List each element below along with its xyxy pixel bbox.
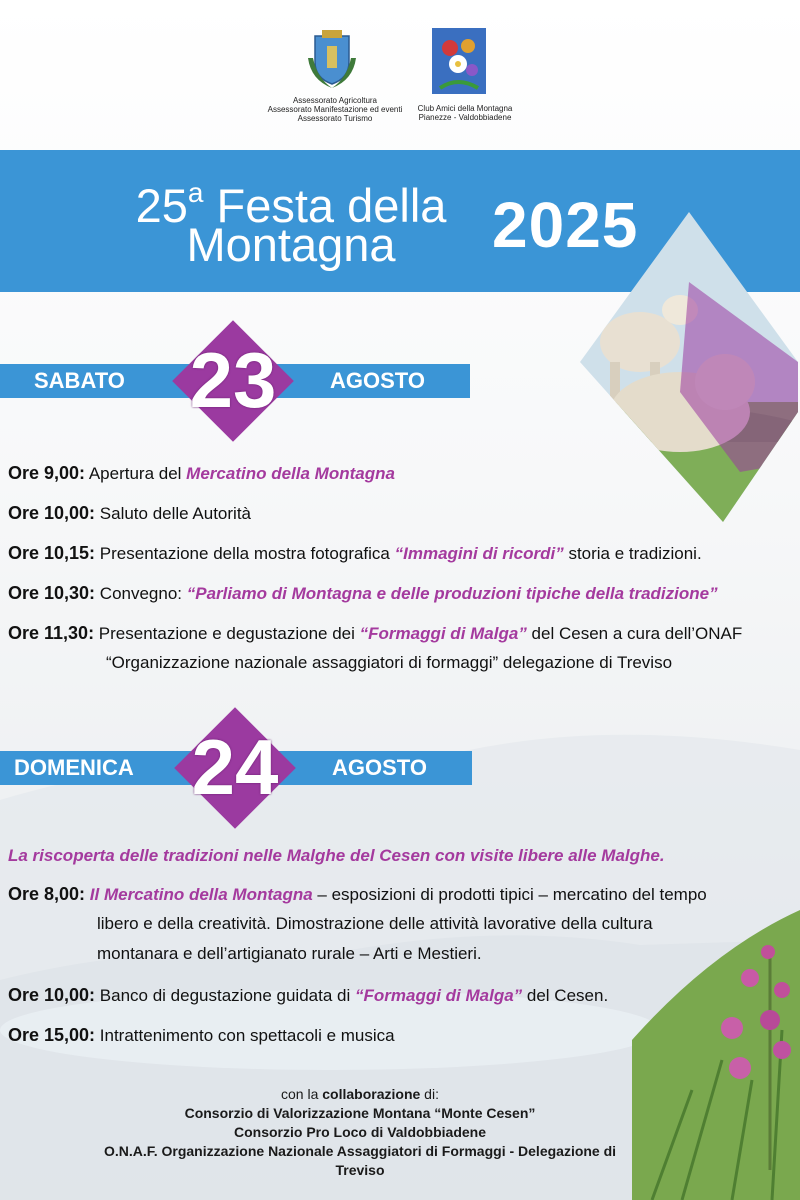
sun-event-2: Ore 10,00: Banco di degustazione guidata di “Formaggi di Malga” del Cesen. xyxy=(8,985,609,1005)
saturday-date: 23 xyxy=(189,336,277,424)
lily-flowers-photo-icon xyxy=(632,910,800,1200)
sun-event-1: Ore 8,00: Il Mercatino della Montagna – esposizioni di prodotti tipici – mercatino del tempo xyxy=(8,884,707,904)
alpine-flowers-emblem-icon xyxy=(430,26,488,96)
sunday-day-label: DOMENICA xyxy=(14,755,134,780)
left-logo-caption: Assessorato Agricoltura Assessorato Manifestazione ed eventi Assessorato Turismo xyxy=(267,96,403,123)
sat-event-5: Ore 11,30: Presentazione e degustazione dei “Formaggi di Malga” del Cesen a cura dell’ONAF xyxy=(8,623,743,643)
sun-event-1-continuation-1: libero e della creatività. Dimostrazione delle attività lavorative della cultura xyxy=(97,914,653,933)
sat-event-4: Ore 10,30: Convegno: “Parliamo di Montagna e delle produzioni tipiche della tradizione” xyxy=(8,583,718,603)
sat-event-1: Ore 9,00: Apertura del Mercatino della Montagna xyxy=(8,463,395,483)
sun-event-3: Ore 15,00: Intrattenimento con spettacoli e musica xyxy=(8,1025,395,1045)
footer-line: Consorzio Pro Loco di Valdobbiadene xyxy=(233,1124,487,1140)
sunday-date: 24 xyxy=(191,723,279,811)
event-year: 2025 xyxy=(492,189,639,261)
sunday-intro: La riscoperta delle tradizioni nelle Malghe del Cesen con visite libere alle Malghe. xyxy=(8,846,665,865)
event-title-line-2: Montagna xyxy=(186,218,396,271)
sun-event-1-continuation-2: montanara e dell’artigianato rurale – Arti e Mestieri. xyxy=(97,944,482,963)
footer-line: O.N.A.F. Organizzazione Nazionale Assaggiatori di Formaggi - Delegazione di Treviso xyxy=(103,1143,617,1178)
sat-event-2: Ore 10,00: Saluto delle Autorità xyxy=(8,503,252,523)
collaboration-footer: con la collaborazione di: Consorzio di Valorizzazione Montana “Monte Cesen” Consorzio Pro Loco di Valdobbiadene O.N.A.F. Organizzazione Nazionale Assaggiatori di Formaggi - Delegazione di Treviso xyxy=(80,1085,640,1180)
saturday-month-label: AGOSTO xyxy=(330,368,425,393)
saturday-day-label: SABATO xyxy=(34,368,125,393)
event-title-line-1: 25$^a$ Festa della xyxy=(135,177,447,232)
sat-event-3: Ore 10,15: Presentazione della mostra fotografica “Immagini di ricordi” storia e tradizioni. xyxy=(8,543,702,563)
footer-line: Consorzio di Valorizzazione Montana “Monte Cesen” xyxy=(184,1105,536,1121)
municipal-coat-of-arms-icon xyxy=(305,28,359,90)
sat-event-5-continuation: “Organizzazione nazionale assaggiatori di formaggi” delegazione di Treviso xyxy=(106,653,673,672)
right-logo-caption: Club Amici della Montagna Pianezze - Valdobbiadene xyxy=(417,104,513,122)
sunday-month-label: AGOSTO xyxy=(332,755,427,780)
